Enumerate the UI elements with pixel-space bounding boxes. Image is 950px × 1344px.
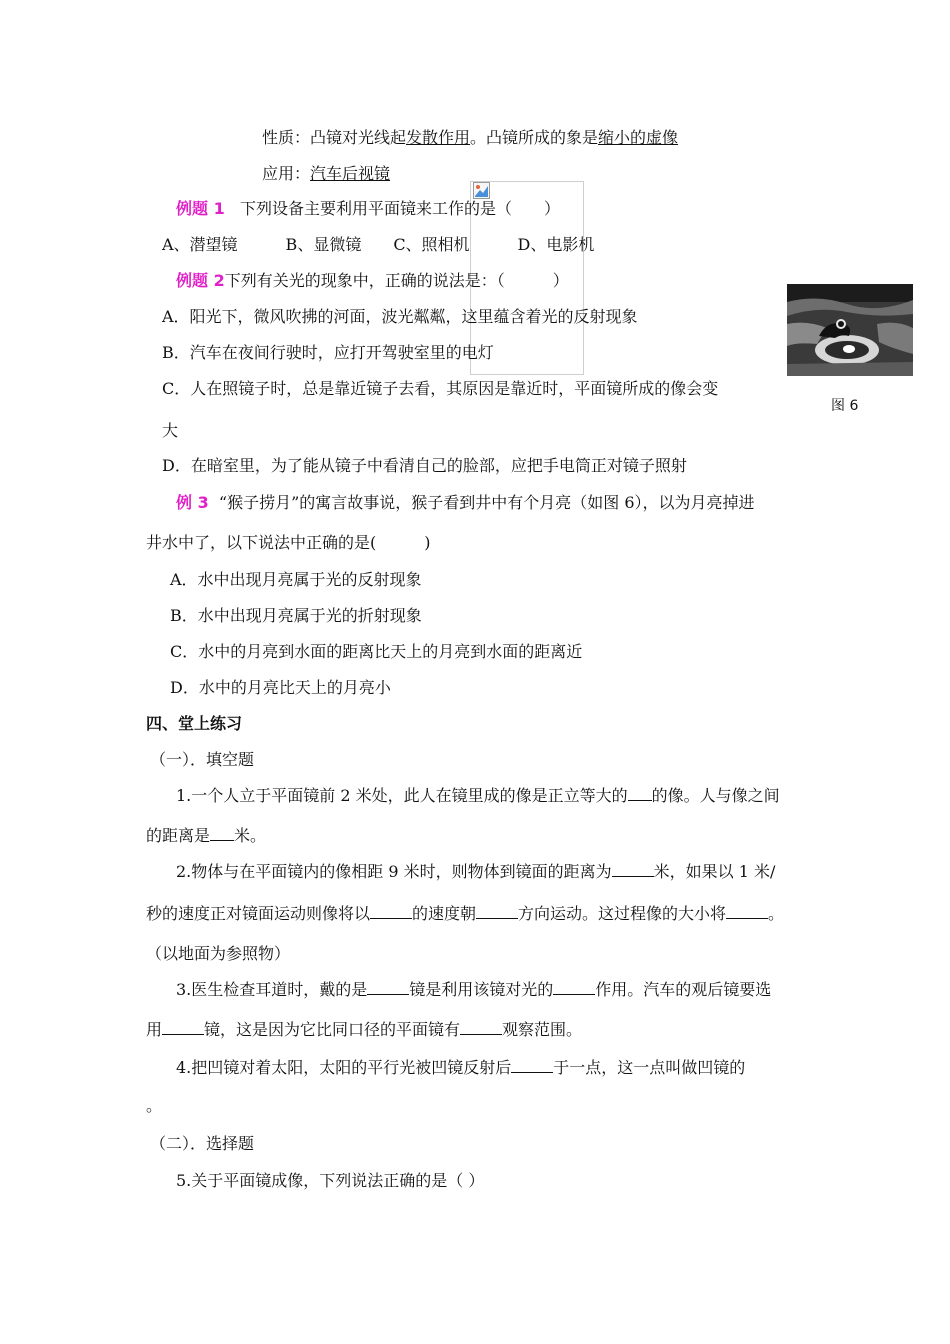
- monkey-well-figure: [787, 284, 913, 376]
- answer-blank[interactable]: [370, 904, 412, 919]
- example-2-option-c: C．人在照镜子时，总是靠近镜子去看，其原因是靠近时，平面镜所成的像会变: [162, 379, 719, 398]
- example-3-option-c: C．水中的月亮到水面的距离比天上的月亮到水面的距离近: [170, 642, 583, 661]
- section-title: 四、堂上练习: [146, 714, 243, 733]
- example-3-option-a: A．水中出现月亮属于光的反射现象: [170, 570, 422, 589]
- answer-blank[interactable]: [162, 1020, 204, 1035]
- question-3-cont: [146, 1020, 582, 1040]
- answer-blank[interactable]: [612, 862, 654, 877]
- example-2-option-c-cont: 大: [162, 421, 179, 440]
- q3-text-c: 作用。汽车的观后镜要选: [595, 980, 772, 999]
- question-1: [176, 786, 780, 806]
- example-2-question: [176, 271, 569, 291]
- nature-prefix: 性质：凸镜对光线起: [262, 128, 407, 147]
- q3-text-d: 用: [146, 1020, 163, 1039]
- nature-line: [262, 128, 678, 148]
- question-3: [176, 980, 771, 1000]
- q2-text-f: 。: [768, 904, 785, 923]
- nature-image: 缩小的虚像: [598, 128, 679, 147]
- broken-image-icon: [473, 182, 490, 199]
- q2-text-b: 米，如果以 1 米/: [653, 862, 776, 881]
- q1-text-d: 米。: [234, 826, 267, 845]
- question-1-cont: [146, 826, 266, 846]
- q1-text-b: 的像。人与像之间: [651, 786, 780, 805]
- application-prefix: 应用：: [262, 164, 311, 183]
- answer-blank[interactable]: [210, 826, 234, 841]
- answer-blank[interactable]: [553, 980, 595, 995]
- application-line: [262, 164, 390, 184]
- example-3-label: 例 3: [176, 493, 209, 512]
- q4-text-a: 4.把凹镜对着太阳，太阳的平行光被凹镜反射后: [176, 1058, 512, 1077]
- answer-blank[interactable]: [726, 904, 768, 919]
- example-2-option-d: D．在暗室里，为了能从镜子中看清自己的脸部，应把手电筒正对镜子照射: [162, 456, 687, 475]
- q4-text-b: 于一点，这一点叫做凹镜的: [553, 1058, 746, 1077]
- q2-text-e: 方向运动。这过程像的大小将: [518, 904, 727, 923]
- example-1-text: 下列设备主要利用平面镜来工作的是（ ）: [239, 199, 560, 218]
- example-2-label: 例题 2: [176, 271, 225, 290]
- example-3-question-cont: 井水中了，以下说法中正确的是( ): [146, 533, 431, 552]
- example-3-question: [176, 493, 755, 513]
- example-2-option-a: A．阳光下，微风吹拂的河面，波光粼粼，这里蕴含着光的反射现象: [162, 307, 638, 326]
- question-5: 5.关于平面镜成像，下列说法正确的是（ ）: [176, 1171, 485, 1190]
- nature-mid: 。凸镜所成的象是: [470, 128, 599, 147]
- q3-text-b: 镜是利用该镜对光的: [409, 980, 554, 999]
- example-2-option-b: B．汽车在夜间行驶时，应打开驾驶室里的电灯: [162, 343, 494, 362]
- q1-text-a: 1.一个人立于平面镜前 2 米处，此人在镜里成的像是正立等大的: [176, 786, 628, 805]
- answer-blank[interactable]: [628, 786, 652, 801]
- fill-in-title: （一）．填空题: [150, 750, 255, 769]
- example-1-question: [176, 199, 560, 219]
- figure-caption: 图 6: [831, 398, 859, 414]
- application-value: 汽车后视镜: [310, 164, 391, 183]
- answer-blank[interactable]: [511, 1058, 553, 1073]
- choice-title: （二）．选择题: [150, 1134, 255, 1153]
- answer-blank[interactable]: [476, 904, 518, 919]
- example-1-label: 例题 1: [176, 199, 225, 218]
- example-3-text: “猴子捞月”的寓言故事说，猴子看到井中有个月亮（如图 6），以为月亮掉进: [218, 493, 755, 512]
- q3-text-a: 3.医生检查耳道时，戴的是: [176, 980, 368, 999]
- example-3-option-b: B．水中出现月亮属于光的折射现象: [170, 606, 422, 625]
- question-4: [176, 1058, 745, 1078]
- q2-text-a: 2.物体与在平面镜内的像相距 9 米时，则物体到镜面的距离为: [176, 862, 612, 881]
- q3-text-f: 观察范围。: [502, 1020, 583, 1039]
- answer-blank[interactable]: [460, 1020, 502, 1035]
- q1-text-c: 的距离是: [146, 826, 211, 845]
- question-2-cont: [146, 904, 784, 924]
- question-4-cont: 。: [146, 1096, 163, 1115]
- example-1-options: A、潜望镜 B、显微镜 C、照相机 D、电影机: [162, 235, 595, 254]
- example-3-option-d: D．水中的月亮比天上的月亮小: [170, 678, 391, 697]
- q2-text-c: 秒的速度正对镜面运动则像将以: [146, 904, 371, 923]
- question-2: [176, 862, 775, 882]
- example-2-text: 下列有关光的现象中，正确的说法是：（ ）: [224, 271, 569, 290]
- question-2-note: （以地面为参照物）: [146, 944, 291, 963]
- q3-text-e: 镜，这是因为它比同口径的平面镜有: [204, 1020, 461, 1039]
- answer-blank[interactable]: [367, 980, 409, 995]
- nature-diverge: 发散作用: [406, 128, 471, 147]
- q2-text-d: 的速度朝: [412, 904, 477, 923]
